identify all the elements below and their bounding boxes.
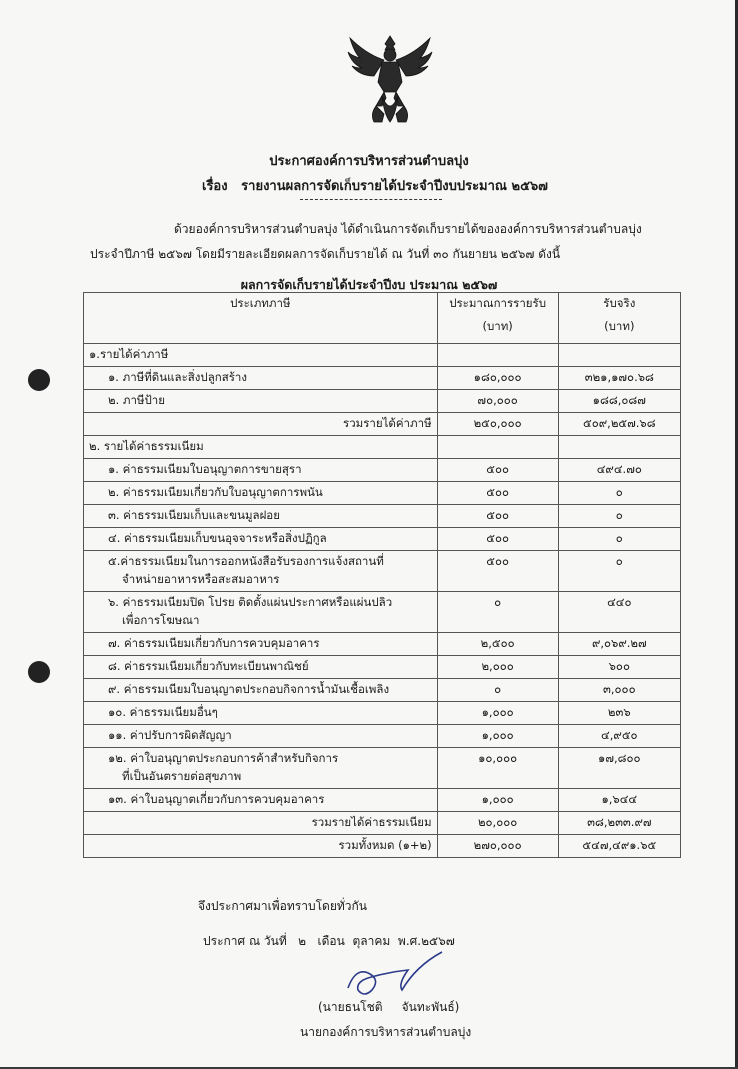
row-actual: ๑,๖๔๔ <box>558 789 680 812</box>
row-estimate: ๕๐๐ <box>437 551 558 592</box>
row-estimate: ๑,๐๐๐ <box>437 702 558 725</box>
row-label <box>84 789 438 812</box>
row-label-line: ๓. ค่าธรรมเนียมเก็บและขนมูลฝอย <box>108 508 280 522</box>
section-row <box>84 436 681 459</box>
table-row <box>84 592 681 633</box>
table-row <box>84 789 681 812</box>
signature-icon <box>338 948 468 1003</box>
table-row <box>84 679 681 702</box>
row-label <box>84 528 438 551</box>
row-label-line: ๖. ค่าธรรมเนียมปิด โปรย ติดตั้งแผ่นประกาศหรือแผ่นปลิว <box>108 595 393 609</box>
row-label <box>84 725 438 748</box>
row-label: ๒. ภาษีป้าย <box>84 390 438 413</box>
table-row <box>84 748 681 789</box>
row-label-line-2: ที่เป็นอันตรายต่อสุขภาพ <box>122 769 242 783</box>
row-label <box>84 482 438 505</box>
row-label-line-2: จำหน่ายอาหารหรือสะสมอาหาร <box>122 572 280 586</box>
table-row <box>84 390 681 413</box>
subtotal-estimate: ๒๕๐,๐๐๐ <box>437 413 558 436</box>
row-actual: ๑๘๘,๐๘๗ <box>558 390 680 413</box>
subtotal-row <box>84 413 681 436</box>
row-label-line: ๔. ค่าธรรมเนียมเก็บขนอุจจาระหรือสิ่งปฏิกูล <box>108 531 327 545</box>
subtotal-actual: ๓๘,๒๓๓.๙๗ <box>558 812 680 835</box>
header-actual <box>558 293 680 344</box>
header-estimate-unit: (บาท) <box>482 319 513 333</box>
row-label-line-2: เพื่อการโฆษณา <box>122 613 200 627</box>
grand-total-estimate: ๒๗๐,๐๐๐ <box>437 835 558 858</box>
org-title: ประกาศองค์การบริหารส่วนตำบลบุ่ง <box>269 154 469 169</box>
row-actual: ๔๔๐ <box>558 592 680 633</box>
grand-total-actual: ๕๔๗,๔๙๑.๖๕ <box>558 835 680 858</box>
row-estimate: ๑,๐๐๐ <box>437 789 558 812</box>
row-estimate: ๒,๕๐๐ <box>437 633 558 656</box>
table-row <box>84 528 681 551</box>
row-label-line: ๙. ค่าธรรมเนียมใบอนุญาตประกอบกิจการน้ำมันเชื้อเพลิง <box>108 682 390 696</box>
row-label-line: ๘. ค่าธรรมเนียมเกี่ยวกับทะเบียนพาณิชย์ <box>108 659 309 673</box>
row-label-line: ๑๐. ค่าธรรมเนียมอื่นๆ <box>108 705 218 719</box>
row-actual: ๐ <box>558 528 680 551</box>
table-row <box>84 725 681 748</box>
row-estimate: ๗๐,๐๐๐ <box>437 390 558 413</box>
row-actual: ๒๓๖ <box>558 702 680 725</box>
row-estimate: ๕๐๐ <box>437 459 558 482</box>
garuda-emblem-icon <box>340 30 440 130</box>
row-actual: ๓๒๑,๑๗๐.๖๘ <box>558 367 680 390</box>
table-row <box>84 702 681 725</box>
row-label-line: ๑๑. ค่าปรับการผิดสัญญา <box>108 728 232 742</box>
signer-name: (นายธนโชติ จันทะพันธ์) <box>318 1000 460 1014</box>
grand-total-label: รวมทั้งหมด (๑+๒) <box>84 835 438 858</box>
intro-line-2: ประจำปีภาษี ๒๕๖๗ โดยมีรายละเอียดผลการจัดเก็บรายได้ ณ วันที่ ๓๐ กันยายน ๒๕๖๗ ดังนี้ <box>90 247 561 261</box>
row-label: ๑. ภาษีที่ดินและสิ่งปลูกสร้าง <box>84 367 438 390</box>
table-row <box>84 551 681 592</box>
row-estimate: ๒,๐๐๐ <box>437 656 558 679</box>
row-actual: ๖๐๐ <box>558 656 680 679</box>
punch-hole-top <box>28 369 50 391</box>
subject-text: รายงานผลการจัดเก็บรายได้ประจำปีงบประมาณ ๒๕๖๗ <box>241 179 548 194</box>
row-actual: ๐ <box>558 551 680 592</box>
row-estimate: ๑๐,๐๐๐ <box>437 748 558 789</box>
row-label <box>84 551 438 592</box>
row-label-line: ๕.ค่าธรรมเนียมในการออกหนังสือรับรองการแจ้งสถานที่ <box>108 554 384 568</box>
row-label <box>84 702 438 725</box>
row-label <box>84 592 438 633</box>
row-label-line: ๑. ค่าธรรมเนียมใบอนุญาตการขายสุรา <box>108 462 302 476</box>
grand-total-row <box>84 835 681 858</box>
row-actual: ๑๗,๘๐๐ <box>558 748 680 789</box>
table-row <box>84 367 681 390</box>
subtotal-label: รวมรายได้ค่าภาษี <box>84 413 438 436</box>
table-row <box>84 482 681 505</box>
row-label <box>84 505 438 528</box>
table-row <box>84 656 681 679</box>
table-header-row <box>84 293 681 344</box>
row-estimate: ๐ <box>437 679 558 702</box>
section-title: ๒. รายได้ค่าธรรมเนียม <box>84 436 438 459</box>
row-label <box>84 748 438 789</box>
row-estimate: ๕๐๐ <box>437 482 558 505</box>
row-estimate: ๑,๐๐๐ <box>437 725 558 748</box>
subject-label: เรื่อง <box>202 179 228 194</box>
announce-text: จึงประกาศมาเพื่อทราบโดยทั่วกัน <box>198 899 367 913</box>
intro-line-1: ด้วยองค์การบริหารส่วนตำบลบุ่ง ได้ดำเนินการจัดเก็บรายได้ขององค์การบริหารส่วนตำบลบุ่ง <box>174 222 642 236</box>
table-row <box>84 633 681 656</box>
subtotal-actual: ๕๐๙,๒๕๗.๖๘ <box>558 413 680 436</box>
date-line: ประกาศ ณ วันที่ ๒ เดือน ตุลาคม พ.ศ.๒๕๖๗ <box>203 934 455 948</box>
row-estimate: ๐ <box>437 592 558 633</box>
header-estimate-label: ประมาณการรายรับ <box>449 296 547 310</box>
header-type: ประเภทภาษี <box>84 293 438 344</box>
row-label <box>84 679 438 702</box>
header-actual-label: รับจริง <box>603 296 636 310</box>
table-caption: ผลการจัดเก็บรายได้ประจำปีงบ ประมาณ ๒๕๖๗ <box>240 277 498 292</box>
section-title: ๑.รายได้ค่าภาษี <box>84 344 438 367</box>
row-label <box>84 633 438 656</box>
revenue-table <box>83 292 681 858</box>
subtotal-row <box>84 812 681 835</box>
punch-hole-bottom <box>28 661 50 683</box>
row-actual: ๙,๐๖๙.๒๗ <box>558 633 680 656</box>
row-actual: ๓,๐๐๐ <box>558 679 680 702</box>
row-actual: ๔,๙๕๐ <box>558 725 680 748</box>
header-actual-unit: (บาท) <box>604 319 635 333</box>
table-row <box>84 505 681 528</box>
subject-line <box>202 175 548 196</box>
title-divider <box>300 199 442 200</box>
row-actual: ๔๙๔.๗๐ <box>558 459 680 482</box>
row-label-line: ๑๒. ค่าใบอนุญาตประกอบการค้าสำหรับกิจการ <box>108 751 339 765</box>
section-row <box>84 344 681 367</box>
subtotal-estimate: ๒๐,๐๐๐ <box>437 812 558 835</box>
row-estimate: ๑๘๐,๐๐๐ <box>437 367 558 390</box>
row-actual: ๐ <box>558 482 680 505</box>
row-label <box>84 656 438 679</box>
row-actual: ๐ <box>558 505 680 528</box>
signer-title: นายกองค์การบริหารส่วนตำบลบุ่ง <box>300 1025 472 1039</box>
row-label-line: ๒. ค่าธรรมเนียมเกี่ยวกับใบอนุญาตการพนัน <box>108 485 323 499</box>
row-estimate: ๕๐๐ <box>437 505 558 528</box>
subtotal-label: รวมรายได้ค่าธรรมเนียม <box>84 812 438 835</box>
row-estimate: ๕๐๐ <box>437 528 558 551</box>
header-estimate <box>437 293 558 344</box>
table-row <box>84 459 681 482</box>
row-label-line: ๑๓. ค่าใบอนุญาตเกี่ยวกับการควบคุมอาคาร <box>108 792 325 806</box>
row-label <box>84 459 438 482</box>
row-label-line: ๗. ค่าธรรมเนียมเกี่ยวกับการควบคุมอาคาร <box>108 636 320 650</box>
